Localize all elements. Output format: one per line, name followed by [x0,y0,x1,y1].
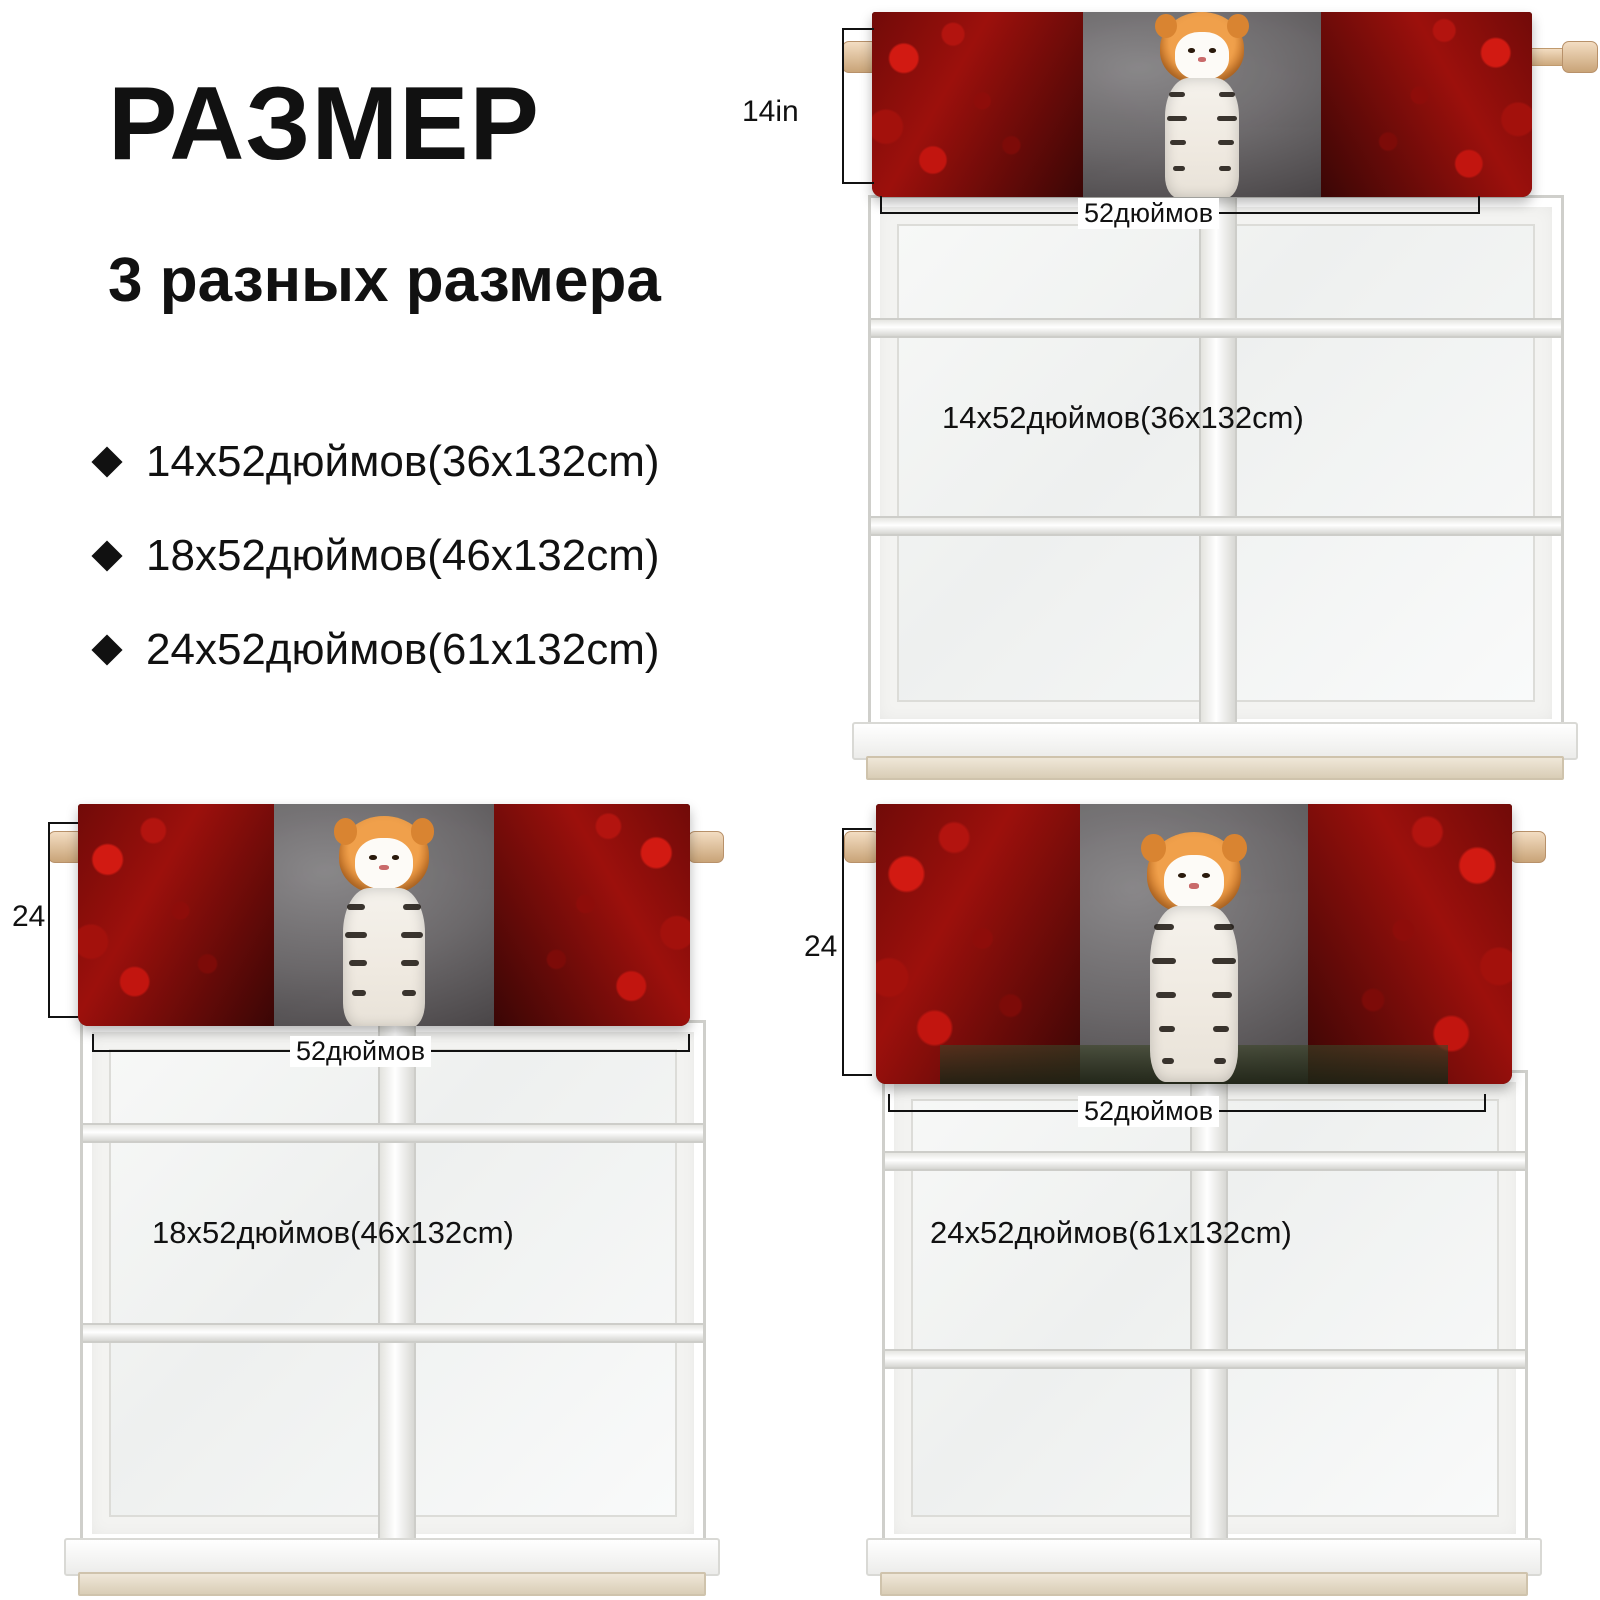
window-sill [866,1538,1542,1576]
tiger-nose [1198,57,1207,62]
red-leaves-right [1321,12,1532,197]
tiger-eye-right [1209,48,1216,52]
window-sill-trim [78,1572,706,1596]
tiger-graphic [1109,804,1279,1084]
tiger-eye-right [392,855,399,860]
curtain-valance [78,804,690,1026]
width-dimension-label: 52дюймов [1078,198,1219,229]
height-dimension-label: 24 [804,930,838,963]
dimension-tick [842,182,874,184]
page-title: РАЗМЕР [108,66,540,182]
size-option-label: 18x52дюймов(46x132cm) [146,531,660,580]
dimension-tick [888,1094,890,1112]
window-sill-trim [880,1572,1528,1596]
window-sill [852,722,1578,760]
list-item [96,625,856,674]
size-option-label: 24x52дюймов(61x132cm) [146,625,660,674]
height-dimension-label: 14in [742,95,799,128]
tiger-nose [379,865,388,870]
dimension-tick [842,28,874,30]
window-frame [868,195,1564,731]
window-mullion-vertical [1199,198,1237,728]
red-leaves-left [876,804,1080,1084]
dimension-tick [1484,1094,1486,1112]
window-frame [80,1020,706,1546]
size-option-list [96,437,856,722]
dimension-line-vertical [842,828,844,1076]
tiger-ear-left [1155,14,1177,38]
window-mullion-horizontal [83,1323,703,1343]
rod-finial-left-icon [844,831,880,863]
curtain-valance [872,12,1532,197]
diamond-bullet-icon [91,446,122,477]
window-preview-18x52 [0,790,760,1600]
red-leaves-right [494,804,690,1026]
tiger-face [1164,855,1224,909]
window-sill-trim [866,756,1564,780]
dimension-tick [48,1016,78,1018]
tiger-eye-left [1178,873,1186,878]
window-mullion-vertical [1190,1073,1228,1543]
dimension-tick [92,1034,94,1052]
width-dimension-label: 52дюймов [290,1036,431,1067]
tiger-eye-left [369,855,376,860]
tiger-graphic [304,804,464,1026]
tiger-ear-left [1141,834,1165,862]
rod-finial-right-icon [1562,41,1598,73]
panel-caption: 14x52дюймов(36x132cm) [942,400,1304,435]
red-leaves-left [78,804,274,1026]
window-mullion-horizontal [885,1349,1525,1369]
size-option-label: 14x52дюймов(36x132cm) [146,437,660,486]
tiger-body [1165,78,1239,197]
dimension-tick [880,196,882,214]
diamond-bullet-icon [91,634,122,665]
tiger-ear-left [334,818,357,845]
panel-caption: 24x52дюймов(61x132cm) [930,1215,1292,1250]
dimension-line-vertical [842,28,844,184]
window-mullion-horizontal [871,516,1561,536]
height-dimension-label: 24 [12,900,46,933]
dimension-tick [688,1034,690,1052]
tiger-eye-right [1202,873,1210,878]
list-item [96,531,856,580]
tiger-face [355,838,413,890]
tiger-ear-right [1222,834,1246,862]
dimension-line-vertical [48,822,50,1018]
dimension-tick [842,828,872,830]
rod-finial-right-icon [688,831,724,863]
window-mullion-horizontal [83,1123,703,1143]
tiger-ear-right [1227,14,1249,38]
dimension-tick [1478,196,1480,214]
window-sill [64,1538,720,1576]
red-leaves-left [872,12,1083,197]
tiger-ear-right [411,818,434,845]
curtain-valance [876,804,1512,1084]
window-frame [882,1070,1528,1546]
window-preview-24x52 [804,790,1600,1600]
tiger-nose [1189,883,1199,888]
window-preview-14x52 [742,0,1600,790]
dimension-tick [48,822,78,824]
width-dimension-label: 52дюймов [1078,1096,1219,1127]
list-item [96,437,856,486]
size-info-panel [0,0,840,790]
tiger-body [343,888,425,1026]
tiger-eye-left [1188,48,1195,52]
diamond-bullet-icon [91,540,122,571]
page-subtitle: 3 разных размера [108,246,661,315]
red-leaves-right [1308,804,1512,1084]
tiger-body [1150,906,1238,1082]
panel-caption: 18x52дюймов(46x132cm) [152,1215,514,1250]
window-mullion-vertical [378,1023,416,1543]
dimension-tick [842,1074,872,1076]
window-mullion-horizontal [885,1151,1525,1171]
window-mullion-horizontal [871,318,1561,338]
rod-finial-right-icon [1510,831,1546,863]
tiger-graphic [1127,12,1277,197]
tiger-face [1175,32,1229,80]
